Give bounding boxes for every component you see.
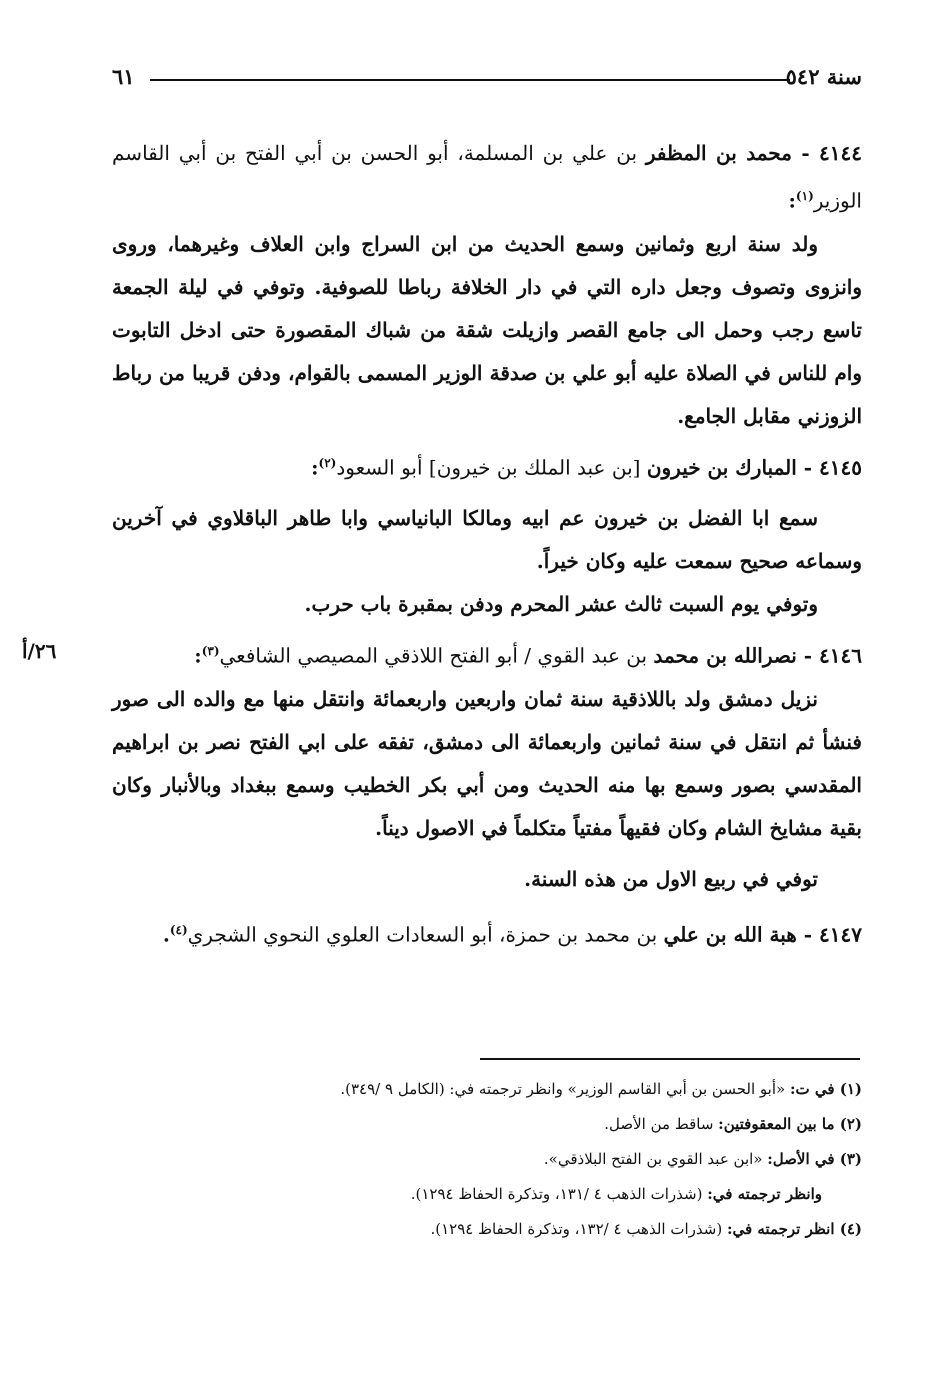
footnote: (٤) انظر ترجمته في: (شذرات الذهب ٤ /١٣٢، وتذكرة الحفاظ ١٢٩٤).: [430, 1220, 862, 1238]
entry-name: نصرالله بن محمد: [653, 643, 797, 668]
page-header: [112, 62, 862, 96]
footnote: وانظر ترجمته في: (شذرات الذهب ٤ /١٣١، وتذكرة الحفاظ ١٢٩٤).: [410, 1185, 822, 1203]
footnote: (١) في ت: «أبو الحسن بن أبي القاسم الوزير» وانظر ترجمته في: (الكامل ٩ /٣٤٩).: [340, 1080, 862, 1098]
footnote-ref: (١): [795, 189, 814, 203]
entry-paragraph: توفي في ربيع الاول من هذه السنة.: [524, 866, 818, 891]
footnote-ref: (٢): [318, 455, 337, 470]
entry-name: هبة الله بن علي: [663, 922, 797, 947]
page-number: ٦١: [112, 64, 135, 89]
header-year: سنة ٥٤٢: [785, 64, 862, 89]
footnotes: [112, 1072, 862, 1247]
entry-name: محمد بن المظفر: [645, 141, 792, 165]
footnote: (٣) في الأصل: «ابن عبد القوي بن الفتح البلاذقي».: [543, 1150, 862, 1168]
entry-name: المبارك بن خيرون: [646, 455, 797, 480]
entry-heading: ٤١٤٤ - محمد بن المظفر بن علي بن المسلمة، أبو الحسن بن أبي الفتح بن أبي القاسم الوزير$^{(١)}$:: [112, 141, 863, 213]
entry-heading: ٢٦/أ ٤١٤٦ - نصرالله بن محمد بن عبد القوي / أبو الفتح اللاذقي المصيصي الشافعي$^{(٣)}$:: [112, 630, 862, 678]
margin-folio-note: ٢٦/أ: [22, 639, 57, 664]
main-text: [22, 128, 863, 957]
footnote: (٢) ما بين المعقوفتين: ساقط من الأصل.: [604, 1115, 862, 1133]
header-rule: [150, 79, 790, 81]
entry-paragraph: وتوفي يوم السبت ثالث عشر المحرم ودفن بمقبرة باب حرب.: [304, 592, 818, 617]
entry-heading: ٤١٤٥ - المبارك بن خيرون [بن عبد الملك بن خيرون] أبو السعود$^{(٢)}$:: [311, 455, 862, 480]
footnote-ref: (٣): [201, 644, 220, 659]
footnote-ref: (٤): [169, 922, 188, 937]
entry-paragraph: نزيل دمشق ولد باللاذقية سنة ثمان واربعين واربعمائة وانتقل منها مع والده الى صور فنشأ ثم انتقل في سنة ثمانين واربعمائة الى دمشق، تفقه على ابي الفتح نصر بن ابراهيم المقدسي بصور وسمع بها منه الحديث ومن أبي بكر الخطيب وسمع ببغداد وبالأنبار وكان بقية مشايخ الشام وكان فقيهاً مفتياً متكلماً في الاصول ديناً.: [112, 686, 862, 840]
footnote-rule: [480, 1058, 860, 1060]
entry-paragraph: ولد سنة اربع وثمانين وسمع الحديث من ابن السراج وابن العلاف وغيرهما، وروى وانزوى وتصوف وجعل داره التي في دار الخلافة رباطا للصوفية. وتوفي في ليلة الجمعة تاسع رجب وحمل الى جامع القصر وازيلت شقة من شباك المقصورة حتى ادخل التابوت وام للناس في الصلاة عليه أبو علي بن صدقة الوزير المسمى بالقوام، ودفن قريبا من رباط الزوزني مقابل الجامع.: [112, 231, 862, 428]
entry-heading: ٤١٤٧ - هبة الله بن علي بن محمد بن حمزة، أبو السعادات العلوي النحوي الشجري$^{(٤)}$.: [162, 922, 862, 947]
entry-paragraph: سمع ابا الفضل بن خيرون عم ابيه ومالكا البانياسي وابا طاهر الباقلاوي في آخرين وسماعه صحيح سمعت عليه وكان خيراً.: [112, 506, 862, 574]
